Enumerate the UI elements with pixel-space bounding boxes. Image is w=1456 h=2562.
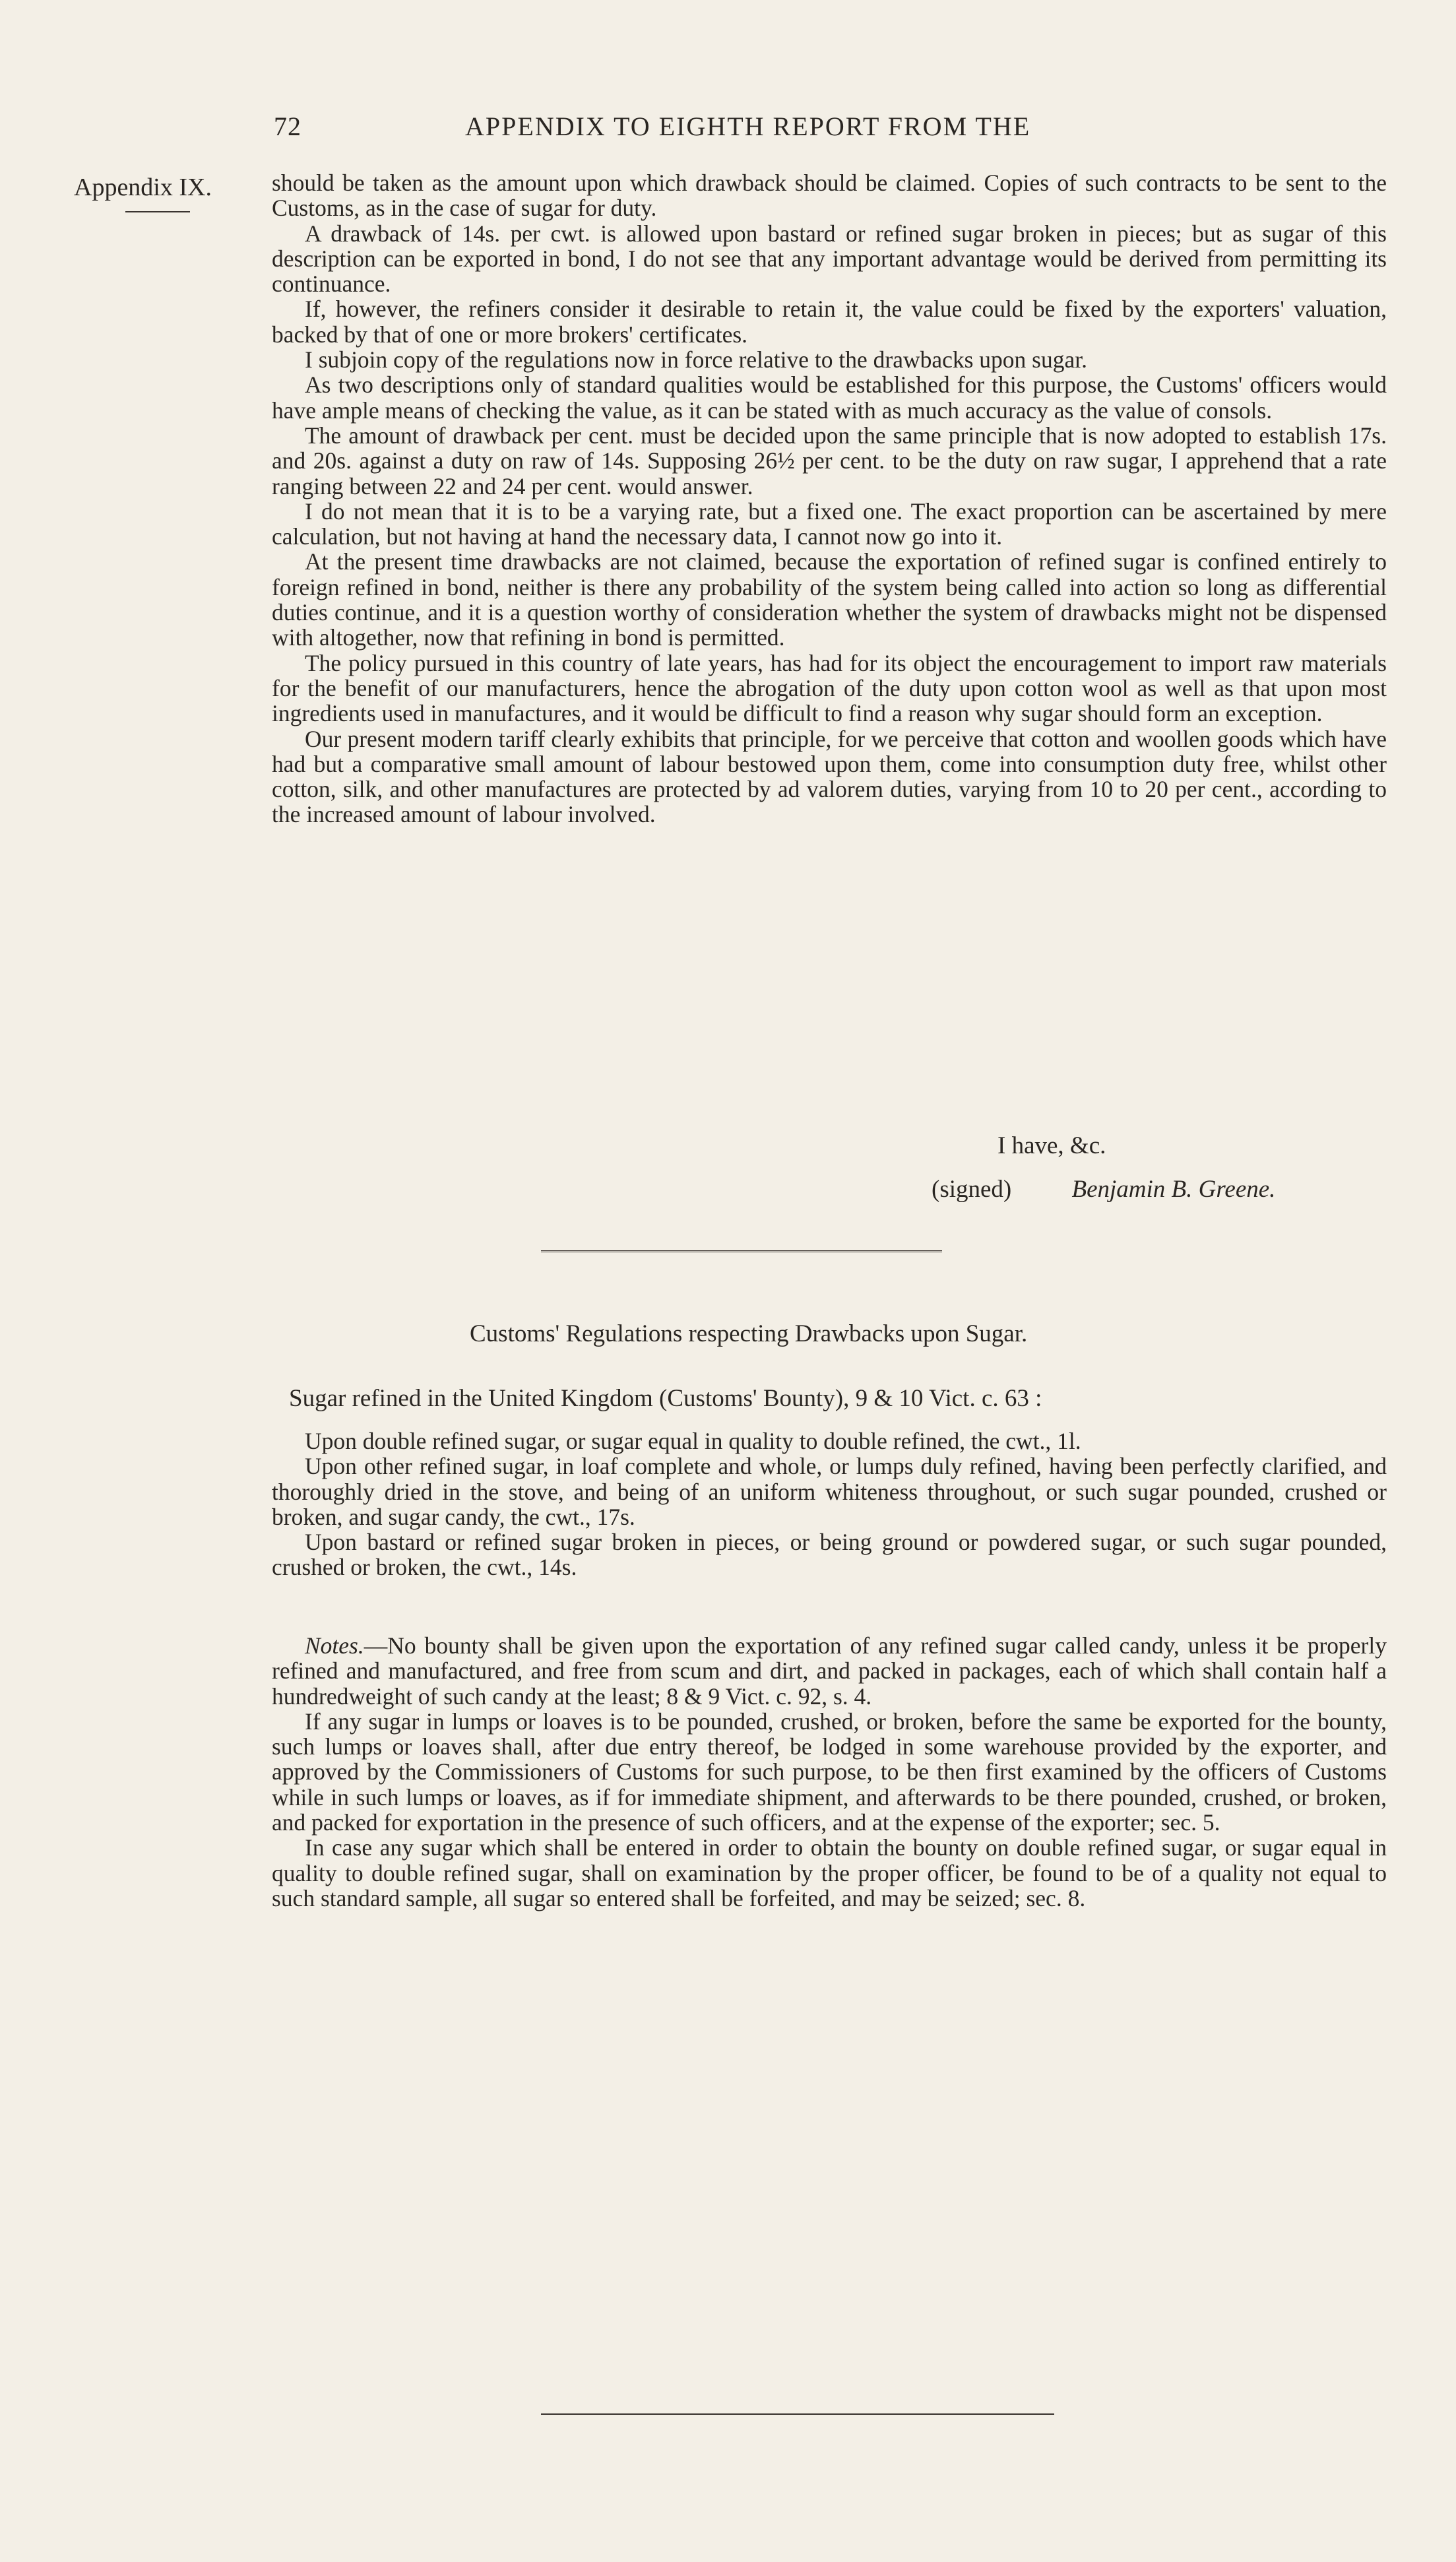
letter-paragraph: The policy pursued in this country of late years, has had for its object the encouragement to import raw materials for the benefit of our manufacturers, hence the abrogation of the duty upon cotton wool as well as that upon most ingredients used in manufactures, and it would be difficult to find a reason why sugar should form an exception. [272,649,1387,727]
signature-label: (signed) [932,1176,1012,1203]
letter-paragraph: The amount of drawback per cent. must be decided upon the same principle that is now adopted to establish 17s. and 20s. against a duty on raw of 14s. Supposing 26½ per cent. to be the duty on raw sugar, I apprehend that a rate ranging between 22 and 24 per cent. would answer. [272,422,1387,499]
section-divider [541,1250,942,1252]
letter-paragraph: Our present modern tariff clearly exhibits that principle, for we perceive that cotton and woollen goods which have had but a comparative small amount of labour bestowed upon them, come into consumption duty free, whilst other cotton, silk, and other manufactures are protected by ad valorem duties, varying from 10 to 20 per cent., according to the increased amount of labour involved. [272,725,1387,828]
bounty-paragraph: Upon double refined sugar, or sugar equal in quality to double refined, the cwt., 1l. [305,1428,1081,1454]
regulations-title: Customs' Regulations respecting Drawbacks upon Sugar. [470,1320,1028,1347]
notes-section [272,1633,1387,1911]
notes-paragraph [272,1633,1387,1709]
letter-paragraph: I subjoin copy of the regulations now in force relative to the drawbacks upon sugar. [305,346,1087,373]
end-divider [541,2413,1054,2415]
bounty-paragraph: Upon bastard or refined sugar broken in pieces, or being ground or powdered sugar, or such sugar pounded, crushed or broken, the cwt., 14s. [272,1529,1387,1581]
running-head: APPENDIX TO EIGHTH REPORT FROM THE [465,112,1031,141]
side-label-rule [125,211,190,212]
letter-paragraph: I do not mean that it is to be a varying rate, but a fixed one. The exact proportion can be ascertained by mere calculation, but not having at hand the necessary data, I cannot now go into it. [272,497,1387,550]
appendix-side-label: Appendix IX. [74,174,212,201]
signature-line [932,1175,1275,1203]
notes-paragraph: If any sugar in lumps or loaves is to be pounded, crushed, or broken, before the same be exported for the bounty, such lumps or loaves shall, after due entry thereof, be lodged in some warehouse provided by the exporter, and approved by the Commissioners of Customs for such purpose, to be then first examined by the officers of Customs while in such lumps or loaves, as if for immediate shipment, and afterwards to be there pounded, crushed, or broken, and packed for exportation in the presence of such officers, and at the expense of the exporter; sec. 5. [272,1708,1387,1836]
notes-label: Notes. [305,1632,364,1659]
letter-paragraph: As two descriptions only of standard qualities would be established for this purpose, the Customs' officers would have ample means of checking the value, as it can be stated with as much accuracy as the value of consols. [272,371,1387,424]
regulations-subhead: Sugar refined in the United Kingdom (Customs' Bounty), 9 & 10 Vict. c. 63 : [289,1385,1042,1412]
notes-text: —No bounty shall be given upon the exportation of any refined sugar called candy, unless it be properly refined and manufactured, and free from scum and dirt, and packed in packages, each of which shall contain half a hundredweight of such candy at the least; 8 & 9 Vict. c. 92, s. 4. [272,1632,1387,1710]
letter-closing: I have, &c. [997,1132,1106,1159]
notes-paragraph: In case any sugar which shall be entered in order to obtain the bounty on double refined sugar, or sugar equal in quality to double refined sugar, shall on examination by the proper officer, be found to be of a quality not equal to such standard sample, all sugar so entered shall be forfeited, and may be seized; sec. 8. [272,1834,1387,1911]
letter-paragraph: At the present time drawbacks are not claimed, because the exportation of refined sugar is confined entirely to foreign refined in bond, neither is there any probability of the system being called into action so long as differential duties continue, and it is a question worthy of consideration whether the system of drawbacks might not be dispensed with altogether, now that refining in bond is permitted. [272,548,1387,651]
letter-paragraph: If, however, the refiners consider it desirable to retain it, the value could be fixed by the exporters' valuation, backed by that of one or more brokers' certificates. [272,296,1387,348]
letter-body [272,170,1387,827]
letter-paragraph: A drawback of 14s. per cwt. is allowed upon bastard or refined sugar broken in pieces; but as sugar of this description can be exported in bond, I do not see that any important advantage would be derived from permitting its continuance. [272,220,1387,298]
letter-paragraph: should be taken as the amount upon which drawback should be claimed. Copies of such contracts to be sent to the Customs, as in the case of sugar for duty. [272,170,1387,222]
bounty-rates [272,1428,1387,1580]
signature-name: Benjamin B. Greene. [1071,1176,1276,1203]
bounty-paragraph: Upon other refined sugar, in loaf complete and whole, or lumps duly refined, having been perfectly clarified, and thoroughly dried in the stove, and being of an uniform whiteness throughout, or such sugar pounded, crushed or broken, and sugar candy, the cwt., 17s. [272,1453,1387,1530]
page-number: 72 [274,112,301,141]
